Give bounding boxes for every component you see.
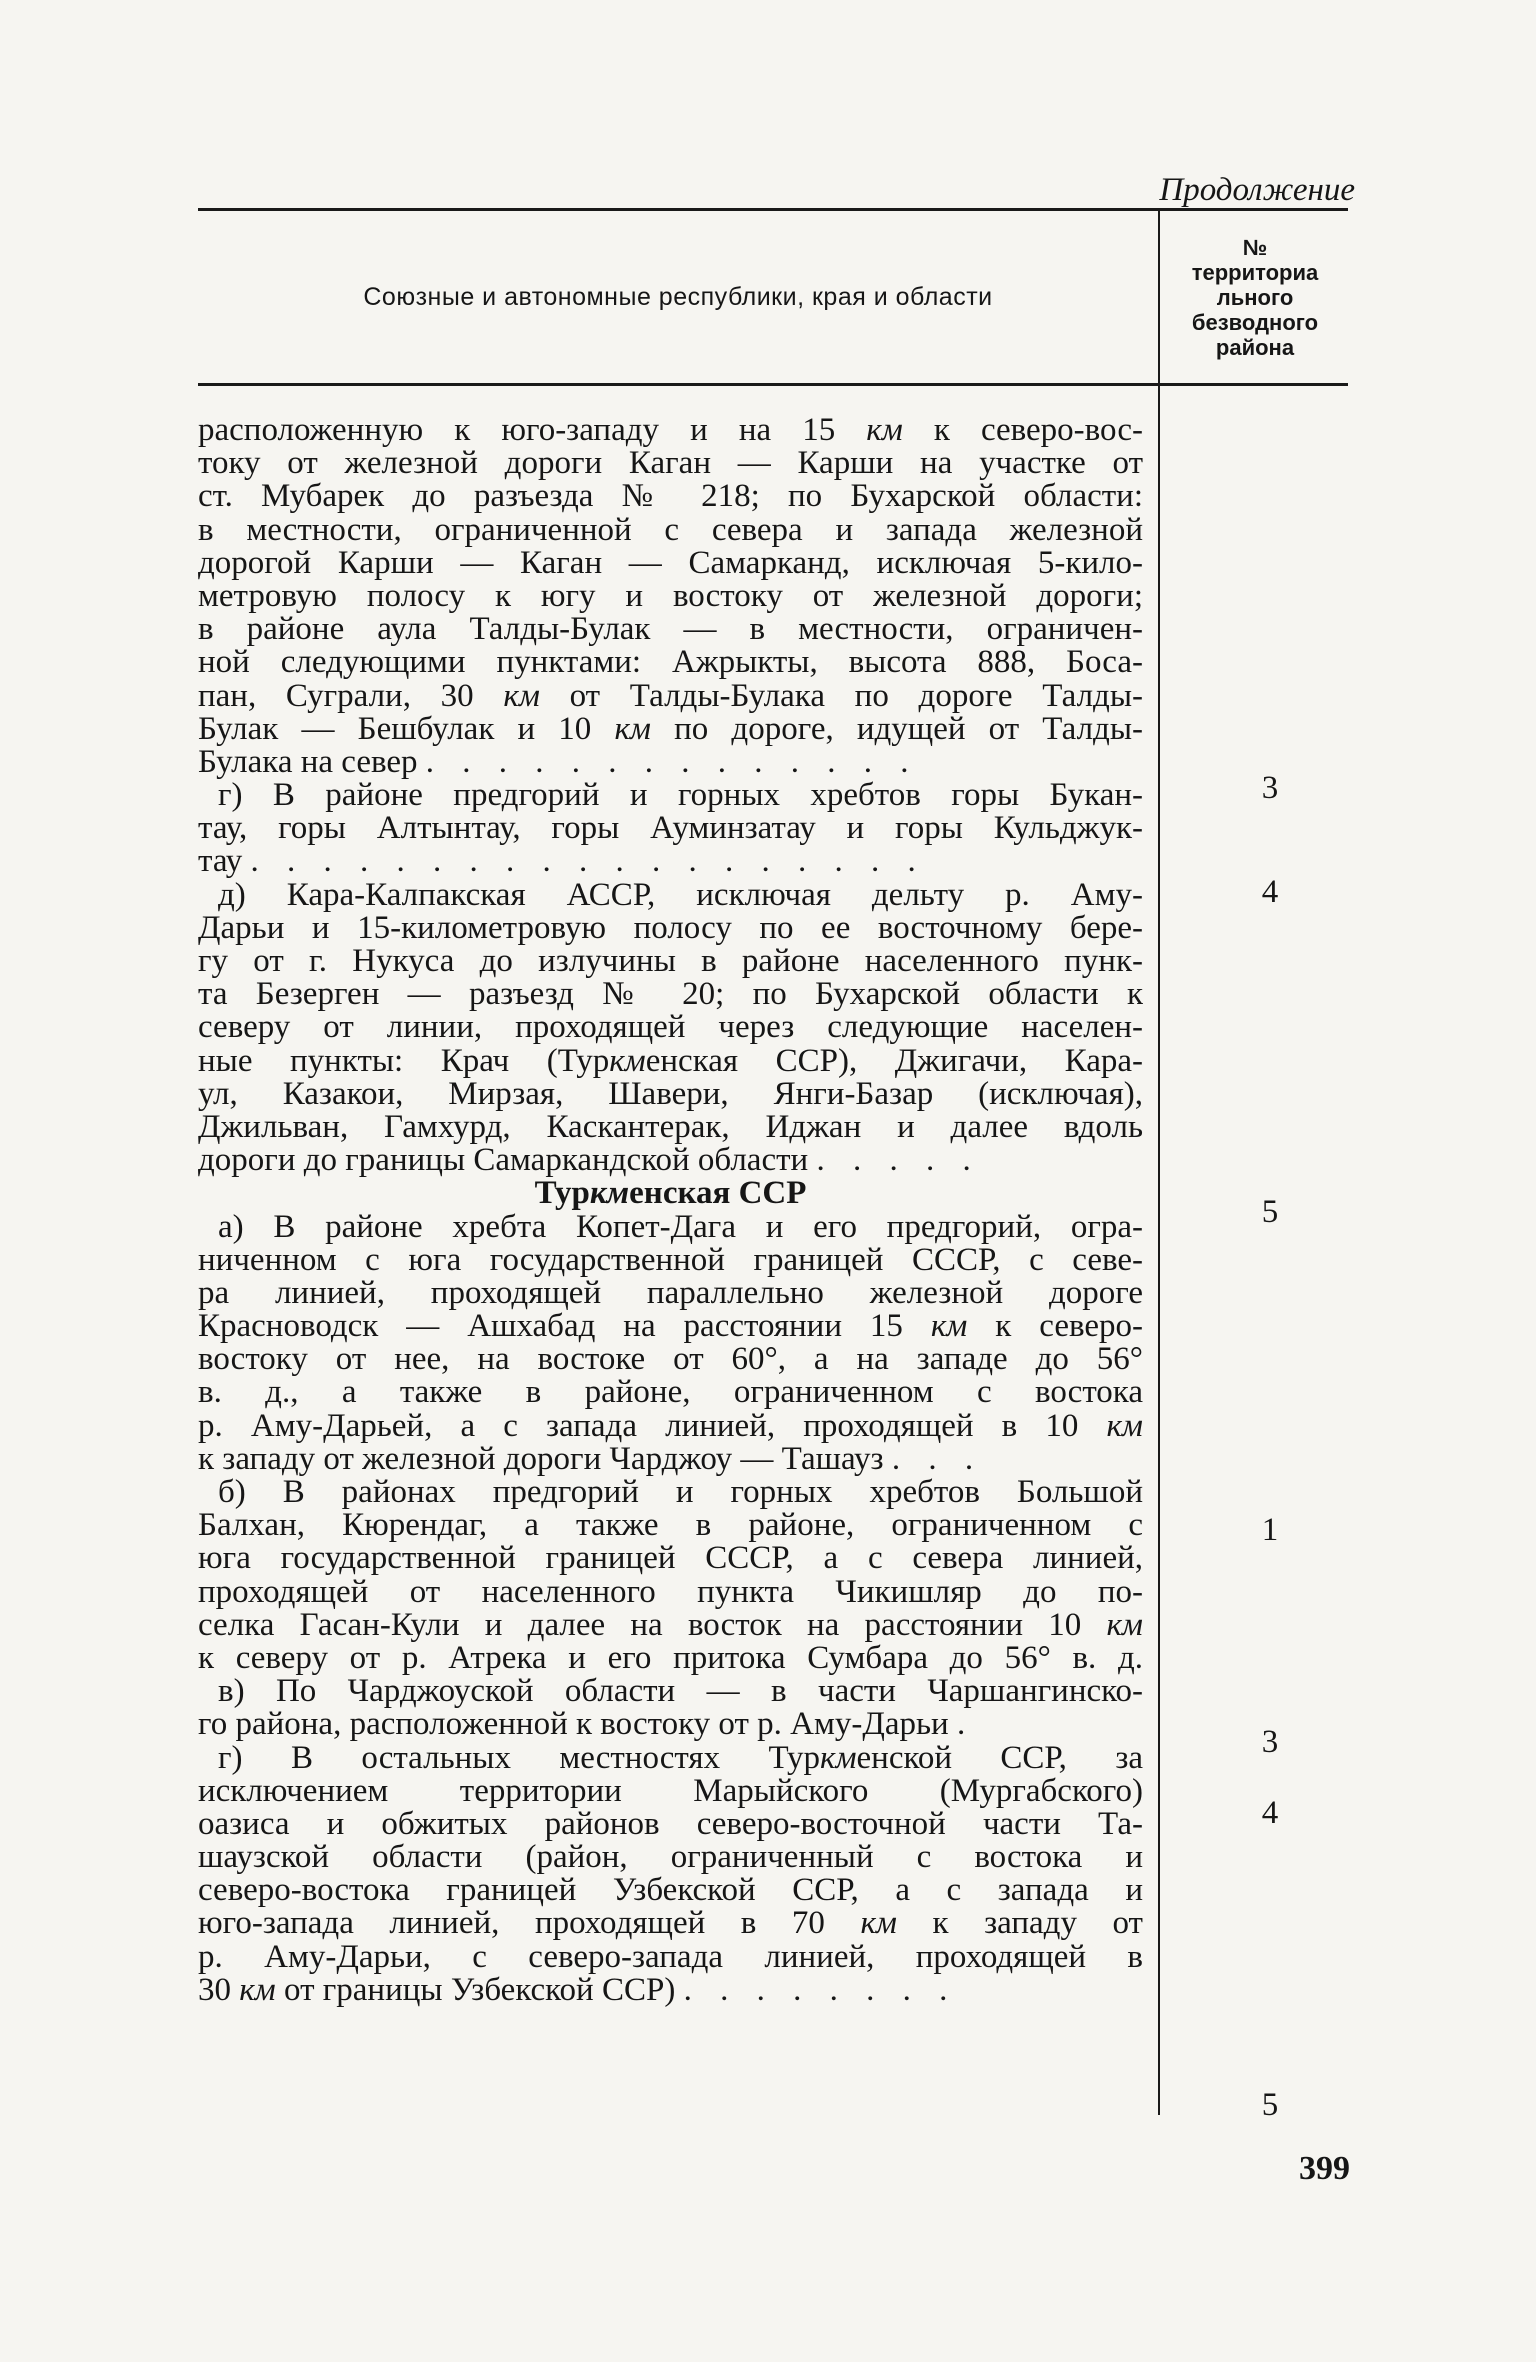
text-line: ул, Казакои, Мирзая, Шавери, Янги-Базар (исключая), [198, 1077, 1143, 1111]
table-header [198, 208, 1348, 386]
header-col-regions: Союзные и автономные республики, края и области [363, 282, 993, 311]
header-col-district-number-text: № территориального безводного района [1191, 234, 1319, 360]
dot-leader: . . . [891, 1442, 984, 1476]
text-line: г) В районе предгорий и горных хребтов горы Букан- [218, 779, 1143, 813]
district-number: 3 [1261, 1724, 1279, 1760]
header-col-district-number [1158, 211, 1350, 383]
text-line: г) В остальных местностях Туркменской ССР, за [218, 1741, 1143, 1775]
table-body-text [198, 414, 1143, 2007]
text-line [198, 845, 1143, 878]
unit-km: км [1106, 1409, 1143, 1443]
text-line: ные пункты: Крач (Туркменская ССР), Джигачи, Кара- [198, 1044, 1143, 1078]
dot-leader: . . . . . . . . . . . . . . [425, 745, 919, 780]
text-line [198, 746, 1143, 779]
text-line: а) В районе хребта Копет-Дага и его предгорий, огра- [218, 1210, 1143, 1244]
text-line: пан, Суграли, 30 км от Талды-Булака по дороге Талды- [198, 679, 1143, 713]
text-line: р. Аму-Дарьи, с северо-запада линией, проходящей в [198, 1940, 1143, 1974]
unit-km: км [503, 679, 540, 713]
text-line: Дарьи и 15-километровую полосу по ее восточному бере- [198, 911, 1143, 945]
text-line: Красноводск — Ашхабад на расстоянии 15 км к северо- [198, 1310, 1143, 1344]
unit-km: км [609, 1044, 646, 1078]
text-line: метровую полосу к югу и востоку от железной дороги; [198, 579, 1143, 614]
text-line: ра линией, проходящей параллельно железной дороге [198, 1276, 1143, 1311]
text-line: в местности, ограниченной с севера и запада железной [198, 513, 1143, 547]
text-line: юго-запада линией, проходящей в 70 км к западу от [198, 1907, 1143, 1941]
text-line: проходящей от населенного пункта Чикишляр до по- [198, 1575, 1143, 1609]
text-line: тау, горы Алтынтау, горы Ауминзатау и горы Кульджук- [198, 812, 1143, 846]
dot-leader: . . . . . [816, 1144, 981, 1178]
column-divider [1158, 380, 1160, 2115]
text-line: селка Гасан-Кули и далее на восток на расстоянии 10 км [198, 1608, 1143, 1642]
unit-km: км [1106, 1608, 1143, 1642]
text-line: току от железной дороги Каган — Карши на участке от [198, 447, 1143, 481]
text-line: б) В районах предгорий и горных хребтов Большой [218, 1476, 1143, 1510]
text-line: ниченном с юга государственной границей СССР, с севе- [198, 1243, 1143, 1277]
text-line: д) Кара-Калпакская АССР, исключая дельту р. Аму- [218, 878, 1143, 912]
text-line: в. д., а также в районе, ограниченном с востока [198, 1376, 1143, 1410]
text-line-content: дороги до границы Самаркандской области [198, 1144, 809, 1178]
dot-leader: . [956, 1708, 976, 1742]
page-number: 399 [1299, 2150, 1350, 2187]
text-line: Балхан, Кюрендаг, а также в районе, ограниченном с [198, 1509, 1143, 1543]
text-line [198, 1144, 1143, 1177]
text-line [198, 1443, 1143, 1476]
text-line: юга государственной границей СССР, а с севера линией, [198, 1542, 1143, 1576]
text-line [198, 1974, 1143, 2007]
dot-leader: . . . . . . . . [683, 1973, 958, 2007]
text-line [198, 1708, 1143, 1741]
text-line-content: тау [198, 845, 243, 879]
text-line: востоку от нее, на востоке от 60°, а на западе до 56° [198, 1343, 1143, 1377]
text-line: к северу от р. Атрека и его притока Сумбара до 56° в. д. [198, 1641, 1143, 1676]
text-line: Джильван, Гамхурд, Каскантерак, Иджан и далее вдоль [198, 1110, 1143, 1145]
text-line-content: 30 км от границы Узбекской ССР) [198, 1973, 676, 2007]
text-line: северо-востока границей Узбекской ССР, а с запада и [198, 1874, 1143, 1908]
unit-km: км [589, 1177, 630, 1211]
district-number: 5 [1261, 1194, 1279, 1230]
district-number: 4 [1261, 874, 1279, 910]
text-line: ной следующими пунктами: Ажрыкты, высота 888, Боса- [198, 646, 1143, 680]
unit-km: км [239, 1973, 276, 2007]
text-line: исключением территории Марыйского (Мургабского) [198, 1774, 1143, 1808]
text-line-content: го района, расположенной к востоку от р. Аму-Дарьи [198, 1708, 949, 1742]
text-line: в) По Чарджоуской области — в части Чаршангинско- [218, 1675, 1143, 1709]
unit-km: км [614, 712, 651, 746]
district-number: 4 [1261, 1795, 1279, 1831]
text-line: расположенную к юго-западу и на 15 км к северо-вос- [198, 414, 1143, 448]
text-line: северу от линии, проходящей через следующие населен- [198, 1011, 1143, 1045]
unit-km: км [930, 1310, 968, 1344]
section-heading: Туркменская ССР [534, 1177, 807, 1211]
district-number: 1 [1261, 1512, 1279, 1548]
text-line-content: к западу от железной дороги Чарджоу — Ташауз [198, 1442, 884, 1476]
text-line: шаузской области (район, ограниченный с востока и [198, 1841, 1143, 1875]
dot-leader: . . . . . . . . . . . . . . . . . . . [250, 845, 926, 879]
text-line: ст. Мубарек до разъезда № 218; по Бухарской области: [198, 480, 1143, 514]
unit-km: км [860, 1907, 897, 1941]
unit-km: км [866, 414, 903, 448]
district-number: 3 [1261, 770, 1279, 806]
continuation-caption: Продолжение [1159, 172, 1355, 208]
text-line: р. Аму-Дарьей, а с запада линией, проходящей в 10 км [198, 1409, 1143, 1443]
text-line: дорогой Карши — Каган — Самарканд, исключая 5-кило- [198, 546, 1143, 580]
text-line: та Безерген — разъезд № 20; по Бухарской области к [198, 978, 1143, 1012]
text-line: гу от г. Нукуса до излучины в районе населенного пунк- [198, 945, 1143, 979]
district-number: 5 [1261, 2087, 1279, 2123]
unit-km: км [820, 1741, 857, 1775]
text-line-content: Булака на север [198, 745, 418, 780]
text-line: оазиса и обжитых районов северо-восточной части Та- [198, 1807, 1143, 1842]
text-line: Булак — Бешбулак и 10 км по дороге, идущей от Талды- [198, 712, 1143, 746]
text-line: в районе аула Талды-Булак — в местности, ограничен- [198, 613, 1143, 647]
